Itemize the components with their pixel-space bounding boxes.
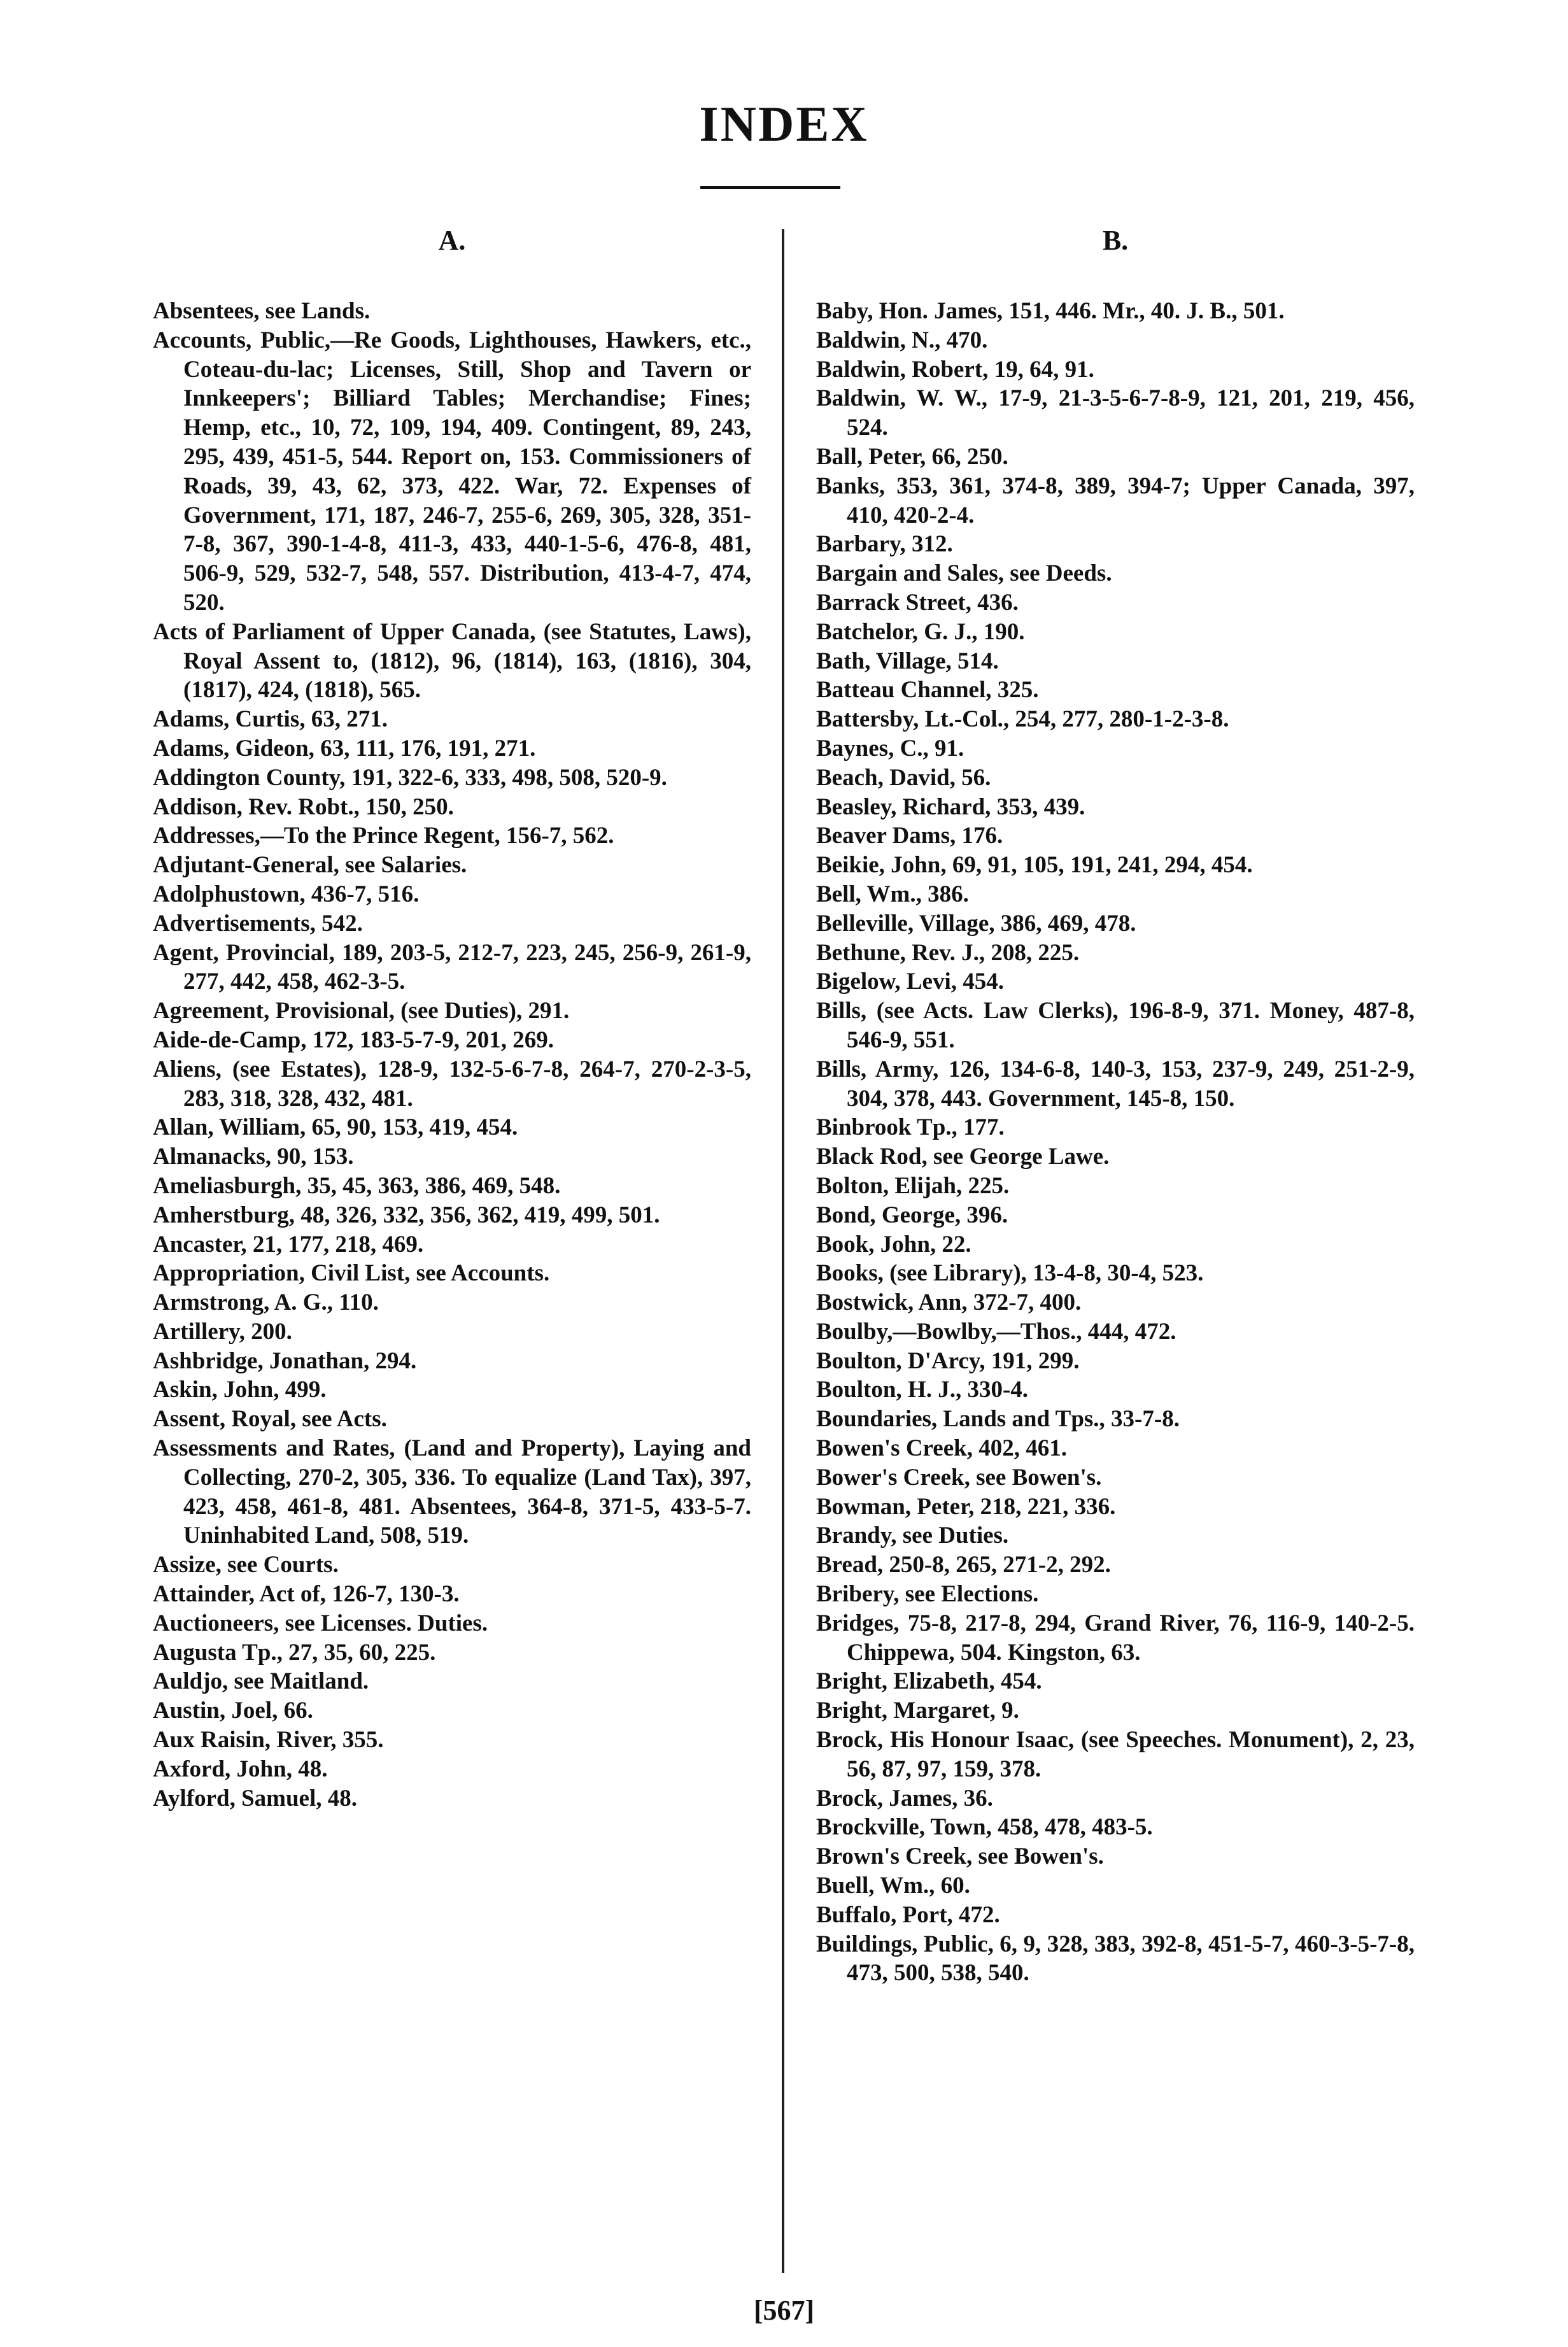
- index-entry: Bright, Margaret, 9.: [816, 1698, 1019, 1724]
- index-entry: Agent, Provincial, 189, 203-5, 212-7, 223, 245, 256-9, 261-9, 277, 442, 458, 462-3-5.: [153, 939, 751, 995]
- index-entry: Bath, Village, 514.: [816, 648, 999, 674]
- index-entry: Auctioneers, see Licenses. Duties.: [153, 1610, 488, 1636]
- page-title: INDEX: [699, 96, 869, 152]
- index-entry: Brock, His Honour Isaac, (see Speeches. Monument), 2, 23, 56, 87, 97, 159, 378.: [816, 1727, 1415, 1782]
- index-entry: Amherstburg, 48, 326, 332, 356, 362, 419, 499, 501.: [153, 1202, 660, 1228]
- index-entry: Assize, see Courts.: [153, 1552, 339, 1578]
- index-entry: Binbrook Tp., 177.: [816, 1114, 1005, 1141]
- index-entry: Brock, James, 36.: [816, 1785, 993, 1812]
- index-entry: Bond, George, 396.: [816, 1202, 1008, 1228]
- index-entry: Adjutant-General, see Salaries.: [153, 852, 467, 879]
- index-entry: Artillery, 200.: [153, 1318, 292, 1345]
- index-entry: Ameliasburgh, 35, 45, 363, 386, 469, 548.: [153, 1172, 561, 1199]
- index-entry: Bargain and Sales, see Deeds.: [816, 560, 1112, 587]
- index-entry: Addington County, 191, 322-6, 333, 498, 508, 520-9.: [153, 764, 667, 791]
- index-entry: Bolton, Elijah, 225.: [816, 1172, 1010, 1199]
- index-entry: Bribery, see Elections.: [816, 1581, 1039, 1608]
- index-entry: Assessments and Rates, (Land and Property), Laying and Collecting, 270-2, 305, 336. To equalize (Land Tax), 397, 423, 458, 461-8, 481. Absentees, 364-8, 371-5, 433-5-7. Uninhabited Land, 508, 519.: [153, 1435, 751, 1549]
- index-entry: Bowman, Peter, 218, 221, 336.: [816, 1493, 1116, 1520]
- index-entry: Bell, Wm., 386.: [816, 881, 969, 907]
- index-entry: Bridges, 75-8, 217-8, 294, Grand River, 76, 116-9, 140-2-5. Chippewa, 504. Kingston, 63.: [816, 1610, 1415, 1666]
- index-entry: Austin, Joel, 66.: [153, 1698, 313, 1724]
- index-entry: Boundaries, Lands and Tps., 33-7-8.: [816, 1406, 1180, 1433]
- index-entry: Bright, Elizabeth, 454.: [816, 1668, 1042, 1695]
- index-entry: Banks, 353, 361, 374-8, 389, 394-7; Upper Canada, 397, 410, 420-2-4.: [816, 472, 1415, 528]
- index-entry: Absentees, see Lands.: [153, 298, 371, 324]
- index-entry: Adams, Curtis, 63, 271.: [153, 706, 388, 733]
- index-entry: Axford, John, 48.: [153, 1755, 328, 1782]
- index-entry: Ball, Peter, 66, 250.: [816, 443, 1008, 470]
- index-entry: Battersby, Lt.-Col., 254, 277, 280-1-2-3-8.: [816, 706, 1229, 733]
- index-entry: Adolphustown, 436-7, 516.: [153, 881, 420, 907]
- index-entry: Bread, 250-8, 265, 271-2, 292.: [816, 1552, 1111, 1578]
- index-entry: Book, John, 22.: [816, 1231, 971, 1258]
- index-entry: Almanacks, 90, 153.: [153, 1144, 354, 1170]
- index-entry: Ancaster, 21, 177, 218, 469.: [153, 1231, 424, 1258]
- index-entry: Beikie, John, 69, 91, 105, 191, 241, 294, 454.: [816, 852, 1253, 879]
- index-entry: Baby, Hon. James, 151, 446. Mr., 40. J. B., 501.: [816, 298, 1285, 324]
- index-entry: Baldwin, W. W., 17-9, 21-3-5-6-7-8-9, 121, 201, 219, 456, 524.: [816, 385, 1415, 441]
- index-entry: Bethune, Rev. J., 208, 225.: [816, 939, 1080, 966]
- index-entry: Assent, Royal, see Acts.: [153, 1406, 387, 1433]
- index-entry: Buffalo, Port, 472.: [816, 1901, 1000, 1928]
- title-rule: [700, 186, 840, 189]
- index-entry: Boulton, H. J., 330-4.: [816, 1377, 1029, 1403]
- entries-list-b: [816, 297, 1415, 1988]
- index-entry: Barrack Street, 436.: [816, 589, 1019, 616]
- index-entry: Baldwin, Robert, 19, 64, 91.: [816, 356, 1094, 383]
- index-entry: Bostwick, Ann, 372-7, 400.: [816, 1289, 1082, 1316]
- index-entry: Addison, Rev. Robt., 150, 250.: [153, 793, 454, 820]
- index-entry: Beasley, Richard, 353, 439.: [816, 793, 1085, 820]
- index-entry: Attainder, Act of, 126-7, 130-3.: [153, 1581, 460, 1608]
- index-entry: Batchelor, G. J., 190.: [816, 618, 1025, 645]
- index-entry: Belleville, Village, 386, 469, 478.: [816, 910, 1136, 937]
- index-entry: Brandy, see Duties.: [816, 1522, 1009, 1549]
- index-entry: Buell, Wm., 60.: [816, 1873, 970, 1899]
- index-entry: Ashbridge, Jonathan, 294.: [153, 1347, 417, 1374]
- index-column-b: [816, 223, 1415, 1988]
- index-entry: Baldwin, N., 470.: [816, 327, 988, 353]
- page-number: [567]: [753, 2295, 815, 2326]
- column-divider: [782, 229, 784, 2273]
- index-entry: Augusta Tp., 27, 35, 60, 225.: [153, 1639, 436, 1666]
- index-entry: Armstrong, A. G., 110.: [153, 1289, 379, 1316]
- index-entry: Beaver Dams, 176.: [816, 823, 1003, 849]
- index-entry: Batteau Channel, 325.: [816, 677, 1039, 704]
- index-entry: Bills, Army, 126, 134-6-8, 140-3, 153, 237-9, 249, 251-2-9, 304, 378, 443. Government, 145-8, 150.: [816, 1056, 1415, 1112]
- index-entry: Aux Raisin, River, 355.: [153, 1727, 384, 1754]
- index-entry: Advertisements, 542.: [153, 910, 363, 937]
- index-entry: Books, (see Library), 13-4-8, 30-4, 523.: [816, 1260, 1204, 1287]
- index-entry: Buildings, Public, 6, 9, 328, 383, 392-8, 451-5-7, 460-3-5-7-8, 473, 500, 538, 540.: [816, 1931, 1415, 1987]
- index-entry: Aide-de-Camp, 172, 183-5-7-9, 201, 269.: [153, 1026, 554, 1053]
- index-entry: Aliens, (see Estates), 128-9, 132-5-6-7-8, 264-7, 270-2-3-5, 283, 318, 328, 432, 481.: [153, 1056, 751, 1112]
- index-entry: Accounts, Public,—Re Goods, Lighthouses, Hawkers, etc., Coteau-du-lac; Licenses, Still, Shop and Tavern or Innkeepers'; Billiard Tables; Merchandise; Fines; Hemp, etc., 10, 72, 109, 194, 409. Contingent, 89, 243, 295, 439, 451-5, 544. Report on, 153. Commissioners of Roads, 39, 43, 62, 373, 422. War, 72. Expenses of Government, 171, 187, 246-7, 255-6, 269, 305, 328, 351-7-8, 367, 390-1-4-8, 411-3, 433, 440-1-5-6, 476-8, 481, 506-9, 529, 532-7, 548, 557. Distribution, 413-4-7, 474, 520.: [153, 327, 751, 616]
- index-entry: Black Rod, see George Lawe.: [816, 1144, 1110, 1170]
- index-entry: Addresses,—To the Prince Regent, 156-7, 562.: [153, 823, 614, 849]
- index-entry: Adams, Gideon, 63, 111, 176, 191, 271.: [153, 735, 536, 762]
- section-letter-b: B.: [1102, 225, 1129, 256]
- entries-list-a: [153, 297, 751, 1813]
- index-entry: Askin, John, 499.: [153, 1377, 327, 1403]
- index-entry: Auldjo, see Maitland.: [153, 1668, 369, 1695]
- index-column-a: [153, 223, 751, 1813]
- index-entry: Bowen's Creek, 402, 461.: [816, 1435, 1067, 1462]
- index-entry: Appropriation, Civil List, see Accounts.: [153, 1260, 550, 1287]
- index-entry: Brown's Creek, see Bowen's.: [816, 1843, 1104, 1870]
- index-entry: Boulby,—Bowlby,—Thos., 444, 472.: [816, 1318, 1176, 1345]
- index-entry: Beach, David, 56.: [816, 764, 991, 791]
- index-entry: Boulton, D'Arcy, 191, 299.: [816, 1347, 1080, 1374]
- index-entry: Agreement, Provisional, (see Duties), 291.: [153, 998, 570, 1025]
- index-entry: Allan, William, 65, 90, 153, 419, 454.: [153, 1114, 518, 1141]
- index-entry: Brockville, Town, 458, 478, 483-5.: [816, 1814, 1153, 1841]
- index-entry: Aylford, Samuel, 48.: [153, 1785, 358, 1812]
- index-entry: Barbary, 312.: [816, 531, 953, 558]
- index-entry: Baynes, C., 91.: [816, 735, 964, 762]
- index-entry: Bigelow, Levi, 454.: [816, 968, 1004, 995]
- section-letter-a: A.: [438, 225, 466, 256]
- index-entry: Acts of Parliament of Upper Canada, (see Statutes, Laws), Royal Assent to, (1812), 96, (1814), 163, (1816), 304, (1817), 424, (1818), 565.: [153, 618, 751, 704]
- index-entry: Bills, (see Acts. Law Clerks), 196-8-9, 371. Money, 487-8, 546-9, 551.: [816, 998, 1415, 1053]
- index-entry: Bower's Creek, see Bowen's.: [816, 1464, 1102, 1491]
